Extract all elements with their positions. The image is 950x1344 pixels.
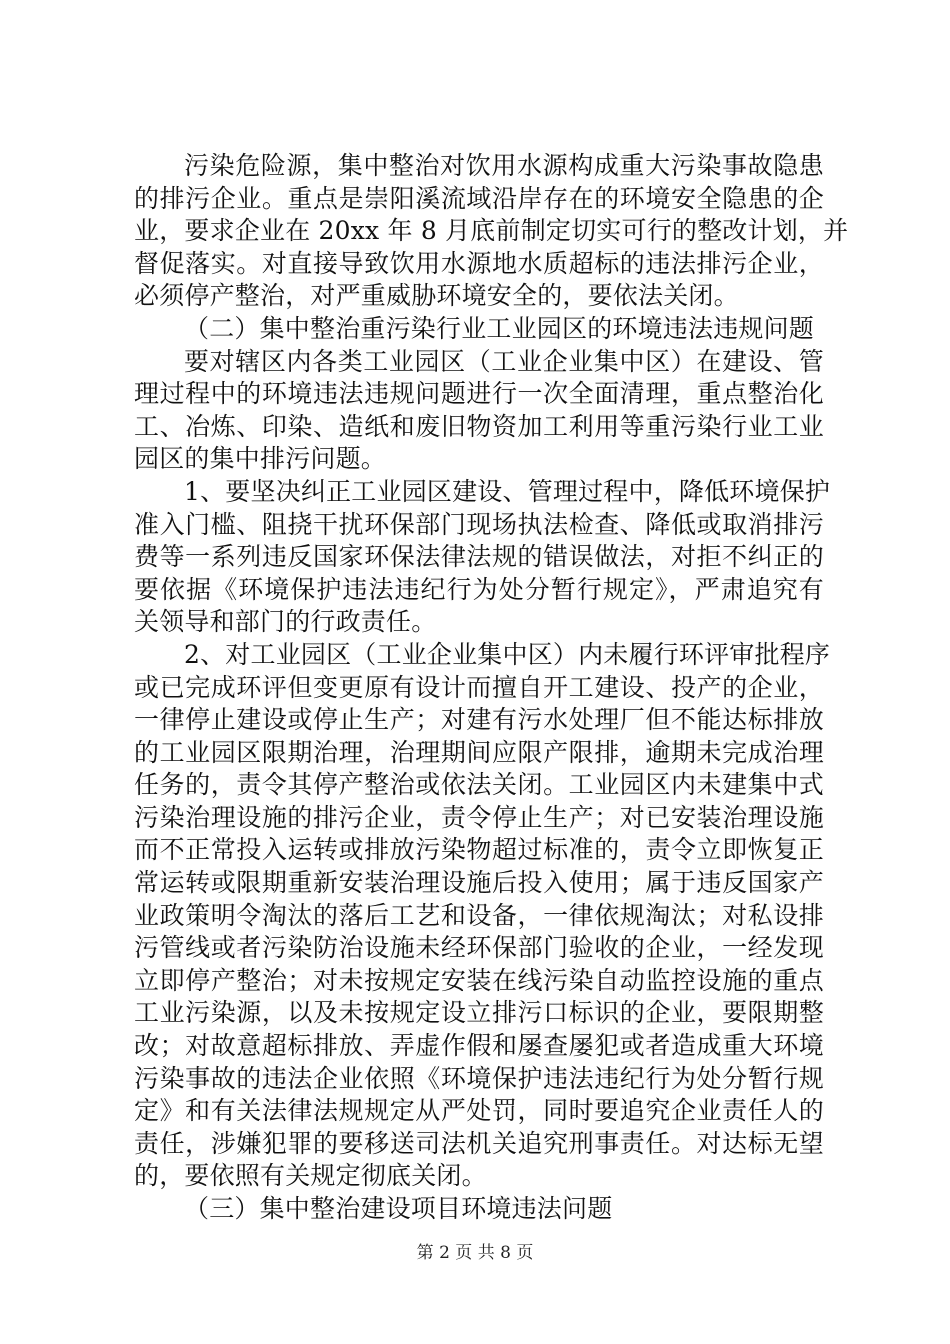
text-line: 的，要依照有关规定彻底关闭。: [134, 1161, 487, 1191]
text-line: 工业污染源，以及未按规定设立排污口标识的企业，要限期整: [134, 998, 824, 1028]
text-line: 的排污企业。重点是崇阳溪流域沿岸存在的环境安全隐患的企: [134, 183, 824, 213]
text-line: 2、对工业园区（工业企业集中区）内未履行环评审批程序: [184, 639, 831, 669]
text-line: 污染治理设施的排污企业，责令停止生产；对已安装治理设施: [134, 802, 824, 832]
text-line: 园区的集中排污问题。: [134, 444, 387, 474]
text-line: 要对辖区内各类工业园区（工业企业集中区）在建设、管: [184, 346, 824, 376]
text-line: 常运转或限期重新安装治理设施后投入使用；属于违反国家产: [134, 868, 824, 898]
text-line: 费等一系列违反国家环保法律法规的错误做法，对拒不纠正的: [134, 542, 824, 572]
section-heading: （二）集中整治重污染行业工业园区的环境违法违规问题: [184, 313, 815, 343]
text-line: 而不正常投入运转或排放污染物超过标准的，责令立即恢复正: [134, 835, 824, 865]
text-line: 1、要坚决纠正工业园区建设、管理过程中，降低环境保护: [184, 476, 831, 506]
text-line: 的工业园区限期治理，治理期间应限产限排，逾期未完成治理: [134, 737, 824, 767]
text-line: 理过程中的环境违法违规问题进行一次全面清理，重点整治化: [134, 379, 824, 409]
section-heading: （三）集中整治建设项目环境违法问题: [184, 1194, 613, 1223]
text-line: 要依据《环境保护违法违纪行为处分暂行规定》，严肃追究有: [134, 574, 824, 604]
text-line: 改；对故意超标排放、弄虚作假和屡查屡犯或者造成重大环境: [134, 1031, 824, 1061]
text-line: 责任，涉嫌犯罪的要移送司法机关追究刑事责任。对达标无望: [134, 1128, 824, 1158]
text-line: 定》和有关法律法规规定从严处罚，同时要追究企业责任人的: [134, 1096, 824, 1126]
text-line: 关领导和部门的行政责任。: [134, 607, 437, 637]
document-body: [134, 150, 849, 1226]
text-line: 必须停产整治，对严重威胁环境安全的，要依法关闭。: [134, 281, 739, 311]
text-line: 或已完成环评但变更原有设计而擅自开工建设、投产的企业，: [134, 672, 824, 702]
text-line: 业政策明令淘汰的落后工艺和设备，一律依规淘汰；对私设排: [134, 900, 824, 930]
page-footer: 第 2 页 共 8 页: [416, 1243, 534, 1263]
text-line: 业，要求企业在 20xx 年 8 月底前制定切实可行的整改计划，并: [134, 216, 849, 246]
text-line: 污管线或者污染防治设施未经环保部门验收的企业，一经发现: [134, 933, 824, 963]
text-line: 立即停产整治；对未按规定安装在线污染自动监控设施的重点: [134, 965, 824, 995]
text-line: 一律停止建设或停止生产；对建有污水处理厂但不能达标排放: [134, 705, 824, 735]
text-line: 污染事故的违法企业依照《环境保护违法违纪行为处分暂行规: [134, 1063, 824, 1093]
text-line: 准入门槛、阻挠干扰环保部门现场执法检查、降低或取消排污: [134, 509, 824, 539]
text-line: 污染危险源，集中整治对饮用水源构成重大污染事故隐患: [184, 151, 824, 180]
text-line: 任务的，责令其停产整治或依法关闭。工业园区内未建集中式: [134, 770, 824, 800]
text-line: 工、冶炼、印染、造纸和废旧物资加工利用等重污染行业工业: [134, 411, 824, 441]
text-line: 督促落实。对直接导致饮用水源地水质超标的违法排污企业，: [134, 248, 824, 278]
